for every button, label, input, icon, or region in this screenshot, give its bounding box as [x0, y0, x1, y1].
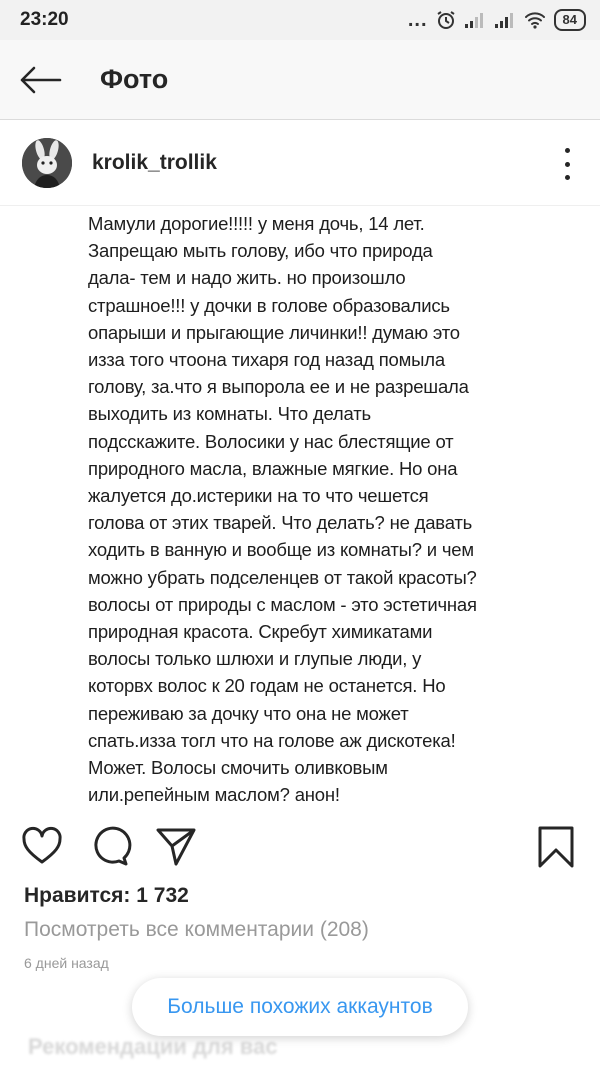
likes-count[interactable]: Нравится: 1 732: [24, 884, 189, 907]
arrow-left-icon: [18, 65, 62, 95]
bookmark-icon: [534, 824, 578, 868]
action-bar: [0, 818, 600, 874]
more-accounts-button[interactable]: Больше похожих аккаунтов: [132, 978, 468, 1036]
more-options-button[interactable]: [562, 148, 572, 180]
signal-icon-1: [464, 12, 486, 28]
back-button[interactable]: [18, 60, 78, 100]
avatar[interactable]: [22, 138, 72, 188]
status-icons: [408, 9, 586, 31]
post-photo[interactable]: [0, 206, 600, 806]
status-time: 23:20: [20, 9, 69, 30]
view-comments-link[interactable]: Посмотреть все комментарии (208): [24, 918, 369, 941]
wifi-icon: [524, 11, 546, 29]
status-bar: [0, 0, 600, 40]
like-button[interactable]: [20, 824, 64, 868]
battery-indicator: 84: [554, 9, 586, 31]
username[interactable]: krolik_trollik: [92, 150, 217, 174]
dot-icon: [565, 175, 570, 180]
heart-icon: [20, 824, 64, 868]
rabbit-avatar-icon: [22, 138, 72, 188]
dot-icon: [565, 148, 570, 153]
dot-icon: [565, 162, 570, 167]
signal-icon-2: [494, 12, 516, 28]
post-timestamp: 6 дней назад: [24, 955, 109, 971]
share-button[interactable]: [154, 824, 198, 868]
page-title: Фото: [100, 64, 169, 94]
alarm-icon: [436, 10, 456, 30]
send-icon: [154, 824, 198, 868]
photo-text: Мамули дорогие!!!!! у меня дочь, 14 лет. Запрещаю мыть голову, ибо что природа дала- тем и надо жить. но произошло страшное!!! у дочки в голове образовались опарыши и прыгающие личинки!! думаю это изза того чтоона тихаря год назад помыла голову, за.что я выпорола ее и не разрешала выходить из комнаты. Что делать подсскажите. Волосики у нас блестящие от природного масла, влажные мягкие. Но она жалуется до.истерики на то что чешется голова от этих тварей. Что делать? не давать ходить в ванную и вообще из комнаты? и чем можно убрать подселенцев от такой красоты? волосы от природы с маслом - это эстетичная природная красота. Скребут химикатами волосы только шлюхи и глупые люди, у которвх волос к 20 годам не останется. Но переживаю за дочку что она не может спать.изза тогл что на голове аж дискотека! Может. Волосы смочить оливковым или.репейным маслом? анон!: [88, 213, 477, 806]
post-header: [0, 120, 600, 206]
comment-icon: [88, 824, 132, 868]
recommendations-heading: Рекомендации для вас: [28, 1034, 278, 1059]
app-header: [0, 40, 600, 120]
comment-button[interactable]: [88, 824, 132, 868]
save-button[interactable]: [534, 824, 578, 868]
notification-dots-icon: ...: [407, 9, 428, 31]
